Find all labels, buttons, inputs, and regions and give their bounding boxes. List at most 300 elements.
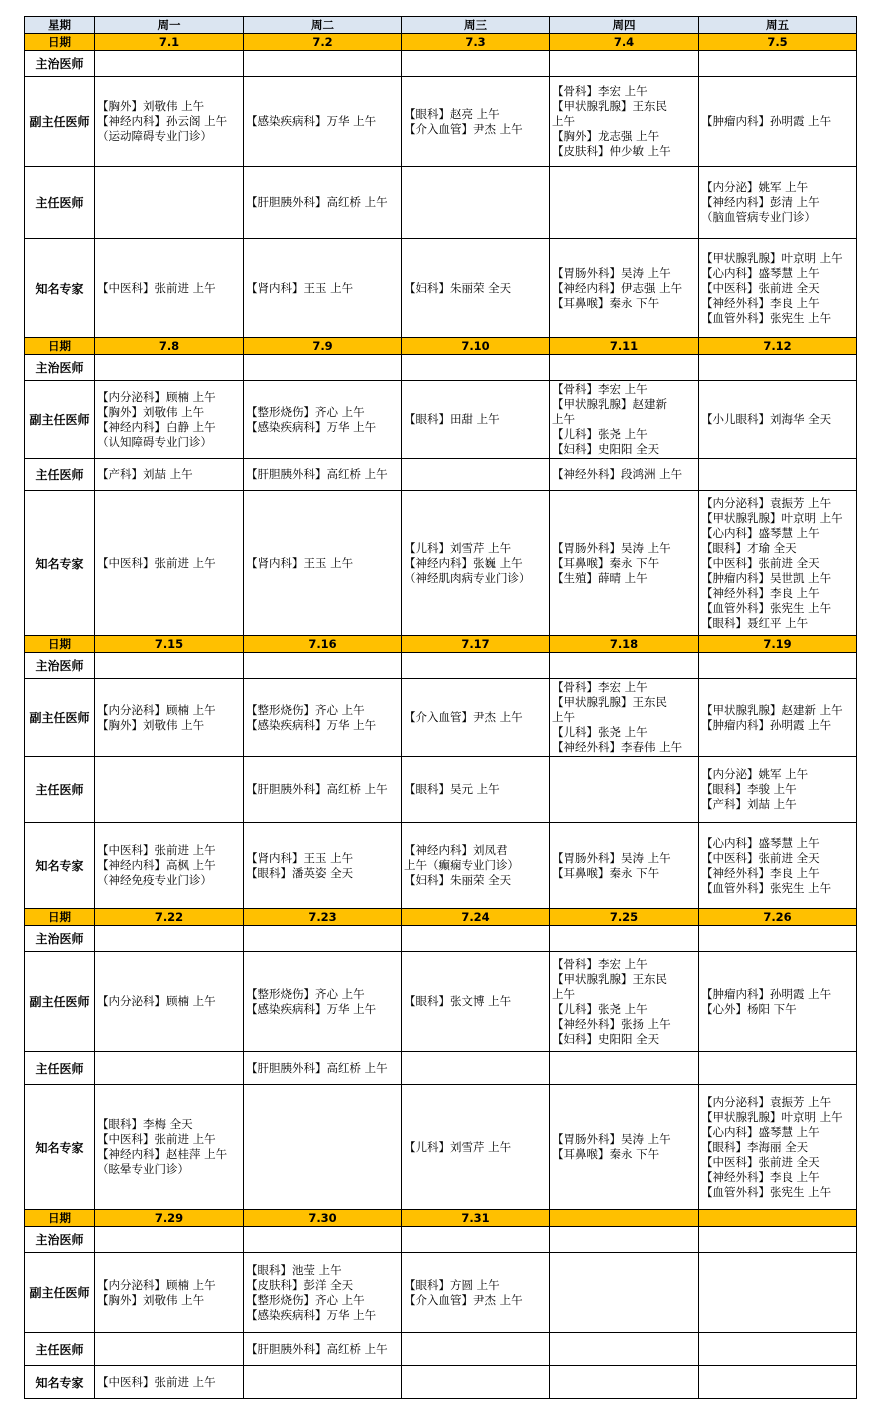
clinic-entry: 【皮肤科】彭洋 全天 [246,1277,354,1292]
schedule-cell [699,51,857,77]
date-cell [699,1210,857,1227]
doctor-level-row [25,926,857,952]
doctor-level-row [25,51,857,77]
clinic-entry: 上午 [552,710,575,724]
clinic-entry: 【内分泌科】袁振芳 上午 [701,1094,832,1109]
schedule-cell [244,1052,402,1085]
clinic-entry: 【耳鼻喉】秦永 下午 [552,555,660,570]
doctor-level-label: 主任医师 [25,459,95,491]
doctor-level-label: 知名专家 [25,491,95,636]
schedule-cell [244,167,402,239]
clinic-entry: 【血管外科】张宪生 上午 [701,880,832,895]
clinic-entry: 【心内科】盛琴慧 上午 [701,525,820,540]
clinic-entry: 【儿科】张尧 上午 [552,1001,648,1016]
clinic-entry: 【感染疾病科】万华 上午 [246,1307,377,1322]
clinic-entry: 【肝胆胰外科】高红桥 上午 [246,195,388,209]
doctor-level-row [25,823,857,909]
clinic-entry: 上午（癫痫专业门诊） [404,858,519,872]
clinic-entry: 【肾内科】王玉 上午 [246,850,354,865]
date-row [25,636,857,653]
clinic-entry: （神经肌肉病专业门诊） [404,570,531,585]
clinic-entry: 【整形烧伤】齐心 上午 [246,986,365,1001]
date-cell: 7.10 [402,338,550,355]
clinic-entry: 【中医科】张前进 上午 [97,843,216,857]
clinic-entry: 【整形烧伤】齐心 上午 [246,1292,365,1307]
clinic-entry: （认知障碍专业门诊） [97,434,212,449]
schedule-cell [244,51,402,77]
clinic-entry: 【妇科】史阳阳 全天 [552,1031,660,1046]
schedule-cell [244,1253,402,1333]
clinic-entry: 【血管外科】张宪生 上午 [701,310,832,325]
clinic-entry: 【眼科】聂红平 上午 [701,615,809,630]
clinic-entry: 【血管外科】张宪生 上午 [701,600,832,615]
clinic-entry: （脑血管病专业门诊） [701,210,816,224]
schedule-cell [244,952,402,1052]
clinic-entry: 【中医科】张前进 全天 [701,280,820,295]
clinic-entry: 【心内科】盛琴慧 上午 [701,265,820,280]
doctor-level-label: 副主任医师 [25,77,95,167]
doctor-level-label: 副主任医师 [25,679,95,757]
doctor-level-row [25,1227,857,1253]
doctor-level-label: 副主任医师 [25,381,95,459]
clinic-entry: 【神经内科】赵桂萍 上午 [97,1147,228,1161]
clinic-entry: 【儿科】张尧 上午 [552,725,648,739]
schedule-cell [699,239,857,338]
clinic-entry: 【心内科】盛琴慧 上午 [701,835,820,850]
clinic-entry: 【整形烧伤】齐心 上午 [246,404,365,419]
clinic-entry: 【儿科】张尧 上午 [552,427,648,441]
doctor-level-row [25,167,857,239]
schedule-cell [699,167,857,239]
clinic-entry: 【中医科】张前进 全天 [701,1154,820,1169]
clinic-entry: 【神经内科】孙云阁 上午 [97,114,228,128]
clinic-entry: 【骨科】李宏 上午 [552,382,648,396]
clinic-entry: 【肿瘤内科】孙明霞 上午 [701,114,832,128]
doctor-level-row [25,757,857,823]
clinic-entry: 【甲状腺乳腺】叶京明 上午 [701,250,843,265]
doctor-level-row [25,679,857,757]
clinic-entry: 【胃肠外科】吴涛 上午 [552,540,671,555]
schedule-cell [244,77,402,167]
clinic-entry: 【中医科】张前进 全天 [701,555,820,570]
clinic-entry: 【儿科】刘雪芹 上午 [404,1139,512,1154]
clinic-entry: 【神经外科】段鸿洲 上午 [552,467,683,481]
weekday-tuesday: 周二 [244,17,402,34]
clinic-entry: 【心外】杨阳 下午 [701,1001,797,1016]
clinic-entry: 【胃肠外科】吴涛 上午 [552,850,671,865]
clinic-entry: 【肿瘤内科】孙明霞 上午 [701,986,832,1001]
schedule-cell [95,1366,244,1399]
schedule-cell [699,381,857,459]
schedule-cell [244,926,402,952]
clinic-entry: 【胸外】刘敬伟 上午 [97,1292,205,1307]
weekday-header-label: 星期 [25,17,95,34]
schedule-cell [699,1333,857,1366]
schedule-cell [699,1366,857,1399]
clinic-entry: 【甲状腺乳腺】王东民 [552,971,667,986]
schedule-cell [550,1253,699,1333]
clinic-entry: 【妇科】朱丽荣 全天 [404,873,512,887]
clinic-entry: 【胸外】刘敬伟 上午 [97,717,205,732]
clinic-entry: 【骨科】李宏 上午 [552,84,648,98]
schedule-cell [95,1227,244,1253]
clinic-entry: 【眼科】李骏 上午 [701,782,797,796]
clinic-entry: 【甲状腺乳腺】叶京明 上午 [701,1109,843,1124]
clinic-entry: 【介入血管】尹杰 上午 [404,1292,523,1307]
date-cell: 7.23 [244,909,402,926]
schedule-cell [550,381,699,459]
clinic-entry: 【耳鼻喉】秦永 下午 [552,865,660,880]
clinic-entry: 【眼科】方圆 上午 [404,1277,500,1292]
clinic-entry: 【中医科】张前进 上午 [97,1374,216,1389]
schedule-cell [95,381,244,459]
schedule-cell [550,926,699,952]
clinic-entry: 【胃肠外科】吴涛 上午 [552,265,671,280]
date-row-label: 日期 [25,909,95,926]
schedule-cell [550,952,699,1052]
date-cell: 7.4 [550,34,699,51]
clinic-entry: 【胸外】龙志强 上午 [552,129,660,143]
schedule-cell [550,459,699,491]
clinic-entry: 【甲状腺乳腺】赵建新 上午 [701,702,843,717]
doctor-level-label: 主任医师 [25,757,95,823]
schedule-cell [550,1085,699,1210]
schedule-cell [699,1227,857,1253]
schedule-cell [95,952,244,1052]
doctor-level-row [25,381,857,459]
date-cell: 7.3 [402,34,550,51]
schedule-cell [550,757,699,823]
schedule-cell [402,1253,550,1333]
clinic-entry: 上午 [552,412,575,426]
schedule-cell [699,952,857,1052]
clinic-entry: 【甲状腺乳腺】叶京明 上午 [701,510,843,525]
clinic-entry: 【胸外】刘敬伟 上午 [97,404,205,419]
schedule-cell [550,77,699,167]
date-cell: 7.24 [402,909,550,926]
date-row [25,338,857,355]
schedule-cell [550,653,699,679]
schedule-cell [95,459,244,491]
clinic-entry: 【甲状腺乳腺】王东民 [552,695,667,709]
clinic-entry: 【介入血管】尹杰 上午 [404,121,523,136]
clinic-entry: 【神经外科】张扬 上午 [552,1016,671,1031]
date-cell: 7.30 [244,1210,402,1227]
weekday-wednesday: 周三 [402,17,550,34]
schedule-cell [95,679,244,757]
clinic-entry: （神经免疫专业门诊） [97,873,212,887]
date-cell: 7.18 [550,636,699,653]
schedule-cell [550,239,699,338]
schedule-cell [402,355,550,381]
date-cell: 7.15 [95,636,244,653]
clinic-entry: 【眼科】吴元 上午 [404,782,500,796]
schedule-cell [402,679,550,757]
date-cell [550,1210,699,1227]
schedule-cell [699,926,857,952]
doctor-level-row [25,1253,857,1333]
clinic-entry: 【肝胆胰外科】高红桥 上午 [246,1341,388,1356]
date-row-label: 日期 [25,636,95,653]
clinic-entry: 【产科】刘喆 上午 [701,797,797,811]
clinic-entry: 【眼科】池莹 上午 [246,1262,342,1277]
clinic-entry: 【眼科】田甜 上午 [404,412,500,426]
date-cell: 7.9 [244,338,402,355]
schedule-cell [402,491,550,636]
clinic-entry: 【神经内科】白静 上午 [97,419,216,434]
doctor-level-row [25,355,857,381]
schedule-cell [402,926,550,952]
date-cell: 7.19 [699,636,857,653]
date-cell: 7.8 [95,338,244,355]
clinic-entry: 【皮肤科】仲少敏 上午 [552,144,671,158]
doctor-level-label: 副主任医师 [25,952,95,1052]
doctor-level-row [25,653,857,679]
schedule-cell [95,926,244,952]
clinic-entry: 【肿瘤内科】孙明霞 上午 [701,717,832,732]
doctor-level-label: 主任医师 [25,1333,95,1366]
schedule-cell [244,1333,402,1366]
schedule-cell [550,1366,699,1399]
schedule-cell [402,1052,550,1085]
doctor-level-label: 主任医师 [25,167,95,239]
doctor-level-row [25,491,857,636]
clinic-entry: 【肾内科】王玉 上午 [246,280,354,295]
schedule-cell [402,167,550,239]
clinic-entry: 【神经内科】张巍 上午 [404,555,523,570]
weekday-monday: 周一 [95,17,244,34]
clinic-entry: 【生殖】薛晴 上午 [552,570,648,585]
schedule-cell [95,1253,244,1333]
schedule-cell [244,491,402,636]
schedule-cell [699,459,857,491]
clinic-entry: 上午 [552,114,575,128]
date-cell: 7.17 [402,636,550,653]
clinic-entry: 【整形烧伤】齐心 上午 [246,702,365,717]
clinic-entry: 【感染疾病科】万华 上午 [246,1001,377,1016]
schedule-cell [95,51,244,77]
schedule-cell [699,77,857,167]
clinic-entry: 【内分泌科】袁振芳 上午 [701,495,832,510]
doctor-level-label: 主治医师 [25,1227,95,1253]
weekday-header-row [25,17,857,34]
date-row-label: 日期 [25,338,95,355]
schedule-cell [699,1052,857,1085]
date-cell: 7.2 [244,34,402,51]
schedule-cell [699,823,857,909]
date-cell: 7.29 [95,1210,244,1227]
clinic-entry: 【内分泌科】顾楠 上午 [97,994,216,1008]
schedule-cell [402,757,550,823]
schedule-cell [402,653,550,679]
clinic-entry: 【肝胆胰外科】高红桥 上午 [246,1060,388,1075]
schedule-cell [550,1227,699,1253]
clinic-entry: 【妇科】朱丽荣 全天 [404,280,512,295]
date-cell: 7.5 [699,34,857,51]
schedule-cell [550,1333,699,1366]
schedule-cell [95,653,244,679]
doctor-level-row [25,77,857,167]
schedule-cell [95,239,244,338]
clinic-entry: 【甲状腺乳腺】赵建新 [552,397,667,411]
clinic-entry: 【感染疾病科】万华 上午 [246,717,377,732]
clinic-entry: 【胸外】刘敬伟 上午 [97,99,205,113]
schedule-cell [699,757,857,823]
clinic-entry: 【肾内科】王玉 上午 [246,555,354,570]
clinic-entry: 【眼科】张文博 上午 [404,994,512,1008]
schedule-cell [244,679,402,757]
clinic-entry: 【感染疾病科】万华 上午 [246,419,377,434]
clinic-entry: 【神经外科】李良 上午 [701,865,820,880]
clinic-entry: 【小儿眼科】刘海华 全天 [701,412,832,426]
clinic-entry: 【耳鼻喉】秦永 下午 [552,1147,660,1161]
schedule-cell [699,1085,857,1210]
clinic-entry: 【眼科】李海丽 全天 [701,1139,809,1154]
schedule-cell [699,491,857,636]
clinic-entry: 【内分泌科】顾楠 上午 [97,702,216,717]
schedule-cell [699,653,857,679]
schedule-cell [402,51,550,77]
schedule-cell [95,1085,244,1210]
doctor-level-label: 主治医师 [25,653,95,679]
schedule-cell [550,491,699,636]
clinic-entry: 【肝胆胰外科】高红桥 上午 [246,467,388,481]
schedule-cell [95,1333,244,1366]
schedule-cell [244,1366,402,1399]
date-row-label: 日期 [25,34,95,51]
clinic-entry: 【内分泌】姚军 上午 [701,767,809,781]
clinic-entry: 【心内科】盛琴慧 上午 [701,1124,820,1139]
doctor-level-label: 副主任医师 [25,1253,95,1333]
doctor-level-row [25,952,857,1052]
schedule-cell [699,1253,857,1333]
schedule-cell [244,355,402,381]
schedule-cell [402,239,550,338]
doctor-level-label: 知名专家 [25,239,95,338]
clinic-entry: 【甲状腺乳腺】王东民 [552,99,667,113]
clinic-entry: 【眼科】潘英姿 全天 [246,865,354,880]
clinic-entry: （运动障碍专业门诊） [97,129,212,143]
schedule-cell [402,1085,550,1210]
clinic-schedule-table [24,16,857,1399]
doctor-level-label: 知名专家 [25,823,95,909]
doctor-level-row [25,459,857,491]
clinic-entry: 【介入血管】尹杰 上午 [404,710,523,724]
schedule-cell [550,679,699,757]
schedule-cell [550,51,699,77]
schedule-cell [402,381,550,459]
clinic-entry: 【内分泌科】顾楠 上午 [97,1277,216,1292]
clinic-entry: 【耳鼻喉】秦永 下午 [552,295,660,310]
schedule-cell [550,167,699,239]
doctor-level-row [25,1052,857,1085]
date-cell: 7.1 [95,34,244,51]
clinic-entry: 【神经外科】李良 上午 [701,1169,820,1184]
schedule-cell [402,1333,550,1366]
doctor-level-row [25,1085,857,1210]
doctor-level-label: 知名专家 [25,1366,95,1399]
date-cell: 7.12 [699,338,857,355]
clinic-entry: 【骨科】李宏 上午 [552,680,648,694]
schedule-cell [244,459,402,491]
schedule-cell [244,1085,402,1210]
clinic-entry: （眩晕专业门诊） [97,1162,189,1176]
schedule-cell [550,1052,699,1085]
date-cell: 7.11 [550,338,699,355]
clinic-entry: 【胃肠外科】吴涛 上午 [552,1132,671,1146]
clinic-entry: 上午 [552,986,575,1001]
date-row [25,909,857,926]
clinic-entry: 【神经外科】李春伟 上午 [552,740,683,754]
schedule-cell [402,952,550,1052]
date-row-label: 日期 [25,1210,95,1227]
schedule-cell [95,77,244,167]
doctor-level-row [25,1366,857,1399]
clinic-entry: 【神经内科】高枫 上午 [97,858,216,872]
doctor-level-label: 知名专家 [25,1085,95,1210]
clinic-entry: 【神经外科】李良 上午 [701,295,820,310]
date-row [25,34,857,51]
schedule-cell [95,167,244,239]
schedule-cell [699,355,857,381]
schedule-cell [699,679,857,757]
clinic-entry: 【神经内科】彭清 上午 [701,195,820,209]
schedule-cell [402,1227,550,1253]
doctor-level-row [25,1333,857,1366]
date-row [25,1210,857,1227]
clinic-entry: 【眼科】李梅 全天 [97,1117,193,1131]
clinic-entry: 【神经外科】李良 上午 [701,585,820,600]
clinic-entry: 【眼科】才瑜 全天 [701,540,797,555]
schedule-cell [244,381,402,459]
doctor-level-row [25,239,857,338]
clinic-entry: 【中医科】张前进 全天 [701,850,820,865]
date-cell: 7.22 [95,909,244,926]
schedule-cell [95,823,244,909]
clinic-entry: 【内分泌科】顾楠 上午 [97,389,216,404]
schedule-cell [550,823,699,909]
schedule-cell [402,1366,550,1399]
doctor-level-label: 主任医师 [25,1052,95,1085]
schedule-cell [95,355,244,381]
doctor-level-label: 主治医师 [25,51,95,77]
schedule-cell [95,491,244,636]
clinic-entry: 【内分泌】姚军 上午 [701,180,809,194]
clinic-entry: 【产科】刘喆 上午 [97,467,193,481]
clinic-entry: 【儿科】刘雪芹 上午 [404,540,512,555]
clinic-entry: 【妇科】史阳阳 全天 [552,442,660,456]
schedule-cell [95,757,244,823]
schedule-cell [95,1052,244,1085]
schedule-cell [550,355,699,381]
schedule-cell [402,823,550,909]
clinic-entry: 【感染疾病科】万华 上午 [246,114,377,128]
clinic-entry: 【神经内科】伊志强 上午 [552,280,683,295]
date-cell: 7.31 [402,1210,550,1227]
schedule-cell [244,823,402,909]
clinic-entry: 【肝胆胰外科】高红桥 上午 [246,782,388,796]
schedule-cell [244,757,402,823]
schedule-cell [244,1227,402,1253]
clinic-entry: 【中医科】张前进 上午 [97,280,216,295]
schedule-cell [244,653,402,679]
date-cell: 7.26 [699,909,857,926]
schedule-cell [402,459,550,491]
schedule-cell [402,77,550,167]
clinic-entry: 【骨科】李宏 上午 [552,956,648,971]
clinic-entry: 【中医科】张前进 上午 [97,1132,216,1146]
clinic-entry: 【中医科】张前进 上午 [97,555,216,570]
